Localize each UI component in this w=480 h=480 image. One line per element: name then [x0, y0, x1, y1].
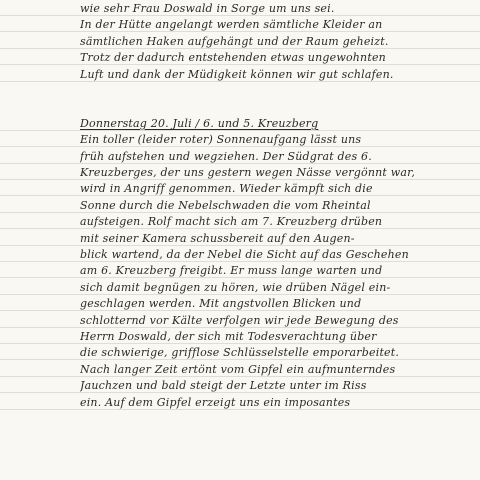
text-line: wie sehr Frau Doswald in Sorge um uns sei. — [80, 2, 335, 15]
text-line: geschlagen werden. Mit angstvollen Blicken und — [80, 297, 362, 311]
text-line: ein. Auf dem Gipfel erzeigt uns ein imposantes — [80, 395, 351, 409]
ruled-line — [0, 327, 480, 328]
text-line: sich damit begnügen zu hören, wie drüben Nägel ein- — [80, 280, 391, 294]
ruled-line — [0, 31, 480, 32]
ruled-line — [0, 392, 480, 393]
ruled-line — [0, 195, 480, 196]
text-line: Jauchzen und bald steigt der Letzte unter im Riss — [80, 379, 367, 393]
ruled-line — [0, 212, 480, 213]
ruled-line — [0, 376, 480, 377]
text-line: sämtlichen Haken aufgehängt und der Raum geheizt. — [80, 34, 389, 48]
entry-heading: Donnerstag 20. Juli / 6. und 5. Kreuzberg — [80, 116, 319, 130]
ruled-line — [0, 261, 480, 262]
text-line: Herrn Doswald, der sich mit Todesverachtung über — [80, 330, 377, 343]
text-line: Luft und dank der Müdigkeit können wir gut schlafen. — [80, 67, 394, 81]
ruled-line — [0, 130, 480, 131]
ruled-line — [0, 81, 480, 82]
text-line: Ein toller (leider roter) Sonnenaufgang lässt uns — [80, 133, 362, 147]
text-line: am 6. Kreuzberg freigibt. Er muss lange warten und — [80, 264, 383, 278]
text-line: wird in Angriff genommen. Wieder kämpft sich die — [80, 182, 373, 196]
text-line: Kreuzberges, der uns gestern wegen Nässe vergönnt war, — [80, 166, 416, 179]
ruled-line — [0, 245, 480, 246]
text-line: früh aufstehen und wegziehen. Der Südgrat des 6. — [80, 149, 372, 163]
ruled-line — [0, 64, 480, 65]
text-line: Nach langer Zeit ertönt vom Gipfel ein aufmunterndes — [80, 362, 396, 376]
ruled-line — [0, 343, 480, 344]
ruled-line — [0, 277, 480, 278]
text-line: aufsteigen. Rolf macht sich am 7. Kreuzberg drüben — [80, 215, 383, 229]
cropped-text-top — [86, 0, 466, 1]
ruled-line — [0, 48, 480, 49]
ruled-line — [0, 359, 480, 360]
text-line: die schwierige, grifflose Schlüsselstelle emporarbeitet. — [80, 346, 400, 360]
text-line: schlotternd vor Kälte verfolgen wir jede Bewegung des — [80, 313, 399, 327]
text-line: blick wartend, da der Nebel die Sicht auf das Geschehen — [80, 248, 409, 261]
ruled-line — [0, 228, 480, 229]
ruled-line — [0, 163, 480, 164]
ruled-line — [0, 179, 480, 180]
text-line: In der Hütte angelangt werden sämtliche Kleider an — [80, 18, 383, 32]
text-line: Trotz der dadurch entstehenden etwas ungewohnten — [80, 51, 386, 65]
ruled-line — [0, 146, 480, 147]
ruled-line — [0, 409, 480, 410]
ruled-line — [0, 15, 480, 16]
text-line: mit seiner Kamera schussbereit auf den Augen- — [80, 231, 355, 245]
ruled-line — [0, 310, 480, 311]
ruled-line — [0, 294, 480, 295]
text-line: Sonne durch die Nebelschwaden die vom Rheintal — [80, 198, 371, 212]
